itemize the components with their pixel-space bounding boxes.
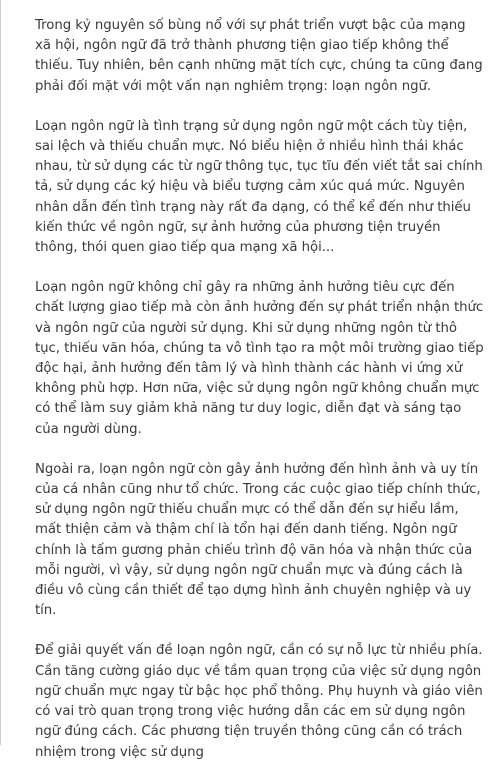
document-body bbox=[35, 16, 485, 783]
paragraph-solutions: Để giải quyết vấn đề loạn ngôn ngữ, cần có sự nỗ lực từ nhiều phía. Cần tăng cường giáo dục về tầm quan trọng của việc sử dụng ngôn ngữ chuẩn mực ngay từ bậc học phổ thông. Phụ huynh và giáo viên có vai trò quan trọng trong việc hướng dẫn các em sử dụng ngôn ngữ đúng cách. Các phương tiện truyền thông cũng cần có trách nhiệm trong việc sử dụng bbox=[35, 643, 483, 760]
paragraph-reputation: Ngoài ra, loạn ngôn ngữ còn gây ảnh hưởng đến hình ảnh và uy tín của cá nhân cũng như tổ chức. Trong các cuộc giao tiếp chính thức, sử dụng ngôn ngữ thiếu chuẩn mực có thể dẫn đến sự hiểu lầm, mất thiện cảm và thậm chí là tổn hại đến danh tiếng. Ngôn ngữ chính là tấm gương phản chiếu trình độ văn hóa và nhận thức của mỗi người, vì vậy, sử dụng ngôn ngữ chuẩn mực và đúng cách là điều vô cùng cần thiết để tạo dựng hình ảnh chuyên nghiệp và uy tín. bbox=[35, 461, 481, 619]
paragraph-intro: Trong kỷ nguyên số bùng nổ với sự phát triển vượt bậc của mạng xã hội, ngôn ngữ đã trở thành phương tiện giao tiếp không thể thiếu. Tuy nhiên, bên cạnh những mặt tích cực, chúng ta cũng đang phải đối mặt với một vấn nạn nghiêm trọng: loạn ngôn ngữ. bbox=[35, 18, 483, 94]
paragraph-effects: Loạn ngôn ngữ không chỉ gây ra những ảnh hưởng tiêu cực đến chất lượng giao tiếp mà còn ảnh hưởng đến sự phát triển nhận thức và ngôn ngữ của người sử dụng. Khi sử dụng những ngôn từ thô tục, thiếu văn hóa, chúng ta vô tình tạo ra một môi trường giao tiếp độc hại, ảnh hưởng đến tâm lý và hình thành các hành vi ứng xử không phù hợp. Hơn nữa, việc sử dụng ngôn ngữ không chuẩn mực có thể làm suy giảm khả năng tư duy logic, diễn đạt và sáng tạo của người dùng. bbox=[35, 280, 484, 437]
paragraph-definition: Loạn ngôn ngữ là tình trạng sử dụng ngôn ngữ một cách tùy tiện, sai lệch và thiếu chuẩn mực. Nó biểu hiện ở nhiều hình thái khác nhau, từ sử dụng các từ ngữ thông tục, tục tĩu đến viết tắt sai chính tả, sử dụng các ký hiệu và biểu tượng cảm xúc quá mức. Nguyên nhân dẫn đến tình trạng này rất đa dạng, có thể kể đến như thiếu kiến thức về ngôn ngữ, sự ảnh hưởng của phương tiện truyền thông, thói quen giao tiếp qua mạng xã hội... bbox=[35, 118, 483, 256]
